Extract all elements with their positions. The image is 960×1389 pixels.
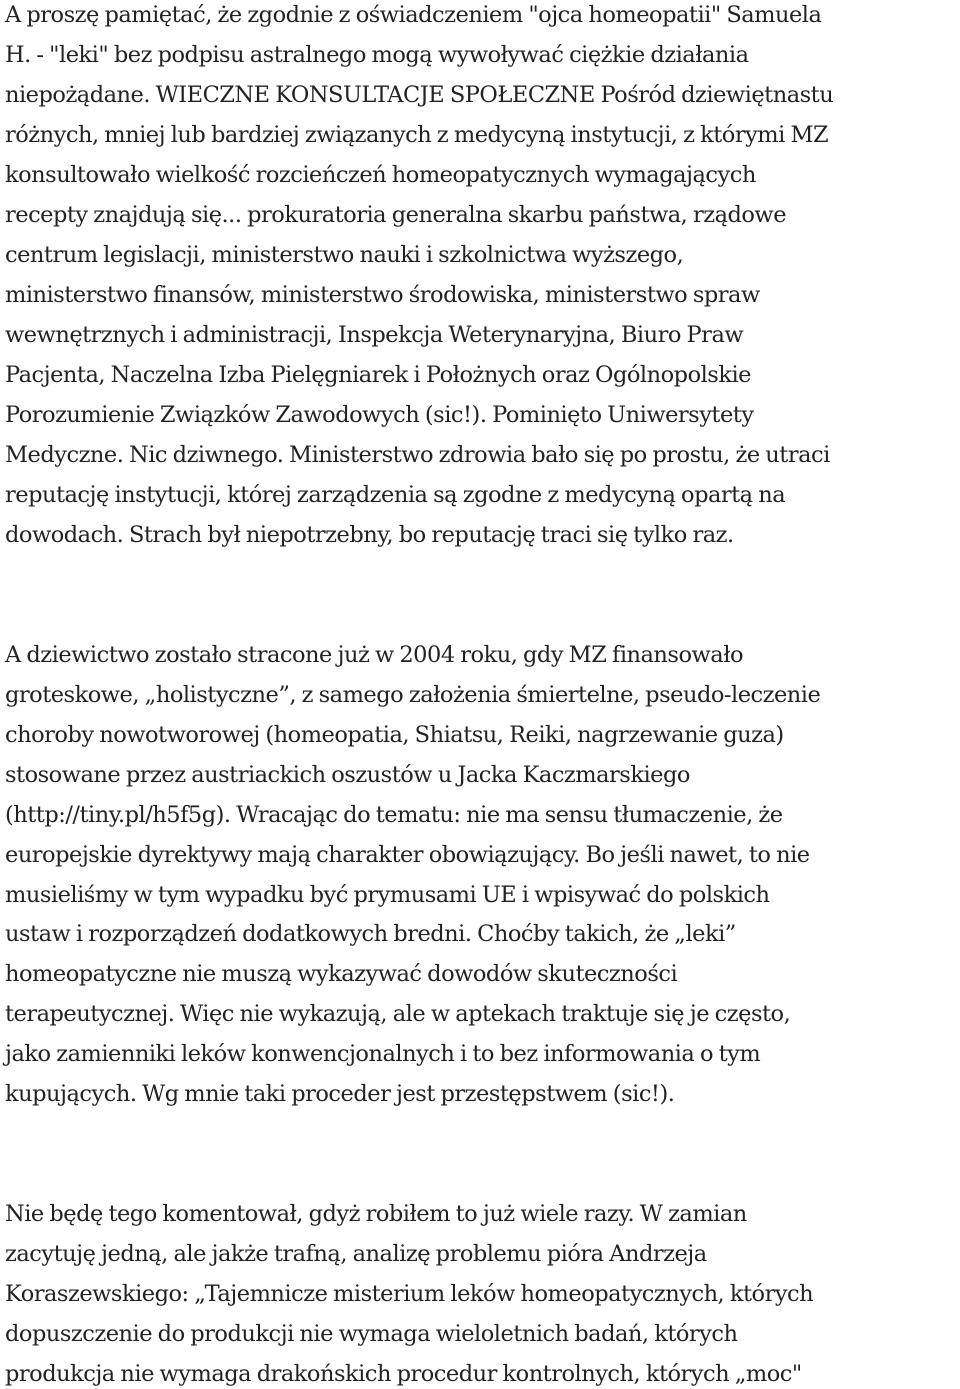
text-line: zacytuję jedną, ale jakże trafną, analizę problemu pióra Andrzeja	[5, 1241, 707, 1267]
text-line: Nie będę tego komentował, gdyż robiłem to już wiele razy. W zamian	[5, 1201, 747, 1227]
text-line: dopuszczenie do produkcji nie wymaga wieloletnich badań, których	[5, 1321, 738, 1347]
text-line: niepożądane. WIECZNE KONSULTACJE SPOŁECZNE Pośród dziewiętnastu	[5, 82, 834, 108]
text-line: kupujących. Wg mnie taki proceder jest przestępstwem (sic!).	[5, 1081, 675, 1107]
text-line: terapeutycznej. Więc nie wykazują, ale w aptekach traktuje się je często,	[5, 1001, 791, 1027]
text-line: ministerstwo finansów, ministerstwo środowiska, ministerstwo spraw	[5, 282, 760, 308]
text-line: Porozumienie Związków Zawodowych (sic!). Pominięto Uniwersytety	[5, 402, 754, 428]
text-line: recepty znajdują się... prokuratoria generalna skarbu państwa, rządowe	[5, 202, 787, 228]
text-line: europejskie dyrektywy mają charakter obowiązujący. Bo jeśli nawet, to nie	[5, 842, 810, 868]
text-line: Pacjenta, Naczelna Izba Pielęgniarek i Położnych oraz Ogólnopolskie	[5, 362, 752, 388]
text-line: ustaw i rozporządzeń dodatkowych bredni. Choćby takich, że „leki”	[5, 921, 736, 947]
text-line: A proszę pamiętać, że zgodnie z oświadczeniem "ojca homeopatii" Samuela	[5, 2, 822, 28]
text-line: homeopatyczne nie muszą wykazywać dowodów skuteczności	[5, 961, 678, 987]
text-line: wewnętrznych i administracji, Inspekcja Weterynaryjna, Biuro Praw	[5, 322, 744, 348]
text-line: produkcja nie wymaga drakońskich procedur kontrolnych, których „moc"	[5, 1361, 802, 1387]
text-line: konsultowało wielkość rozcieńczeń homeopatycznych wymagających	[5, 162, 756, 188]
text-line: Medyczne. Nic dziwnego. Ministerstwo zdrowia bało się po prostu, że utraci	[5, 442, 830, 468]
text-line: A dziewictwo zostało stracone już w 2004 roku, gdy MZ finansowało	[5, 642, 744, 668]
text-line: dowodach. Strach był niepotrzebny, bo reputację traci się tylko raz.	[5, 522, 734, 548]
text-line: H. - "leki" bez podpisu astralnego mogą wywoływać ciężkie działania	[5, 42, 749, 68]
text-line: różnych, mniej lub bardziej związanych z medycyną instytucji, z którymi MZ	[5, 122, 829, 148]
text-line: jako zamienniki leków konwencjonalnych i to bez informowania o tym	[5, 1041, 761, 1067]
text-line: centrum legislacji, ministerstwo nauki i szkolnictwa wyższego,	[5, 242, 684, 268]
text-line: choroby nowotworowej (homeopatia, Shiatsu, Reiki, nagrzewanie guza)	[5, 722, 784, 748]
text-line: groteskowe, „holistyczne”, z samego założenia śmiertelne, pseudo-leczenie	[5, 682, 821, 708]
text-line: stosowane przez austriackich oszustów u Jacka Kaczmarskiego	[5, 762, 690, 788]
text-line: Koraszewskiego: „Tajemnicze misterium leków homeopatycznych, których	[5, 1281, 814, 1307]
text-line: reputację instytucji, której zarządzenia są zgodne z medycyną opartą na	[5, 482, 786, 508]
text-line: (http://tiny.pl/h5f5g). Wracając do tematu: nie ma sensu tłumaczenie, że	[5, 802, 783, 828]
text-line: musieliśmy w tym wypadku być prymusami UE i wpisywać do polskich	[5, 882, 770, 908]
